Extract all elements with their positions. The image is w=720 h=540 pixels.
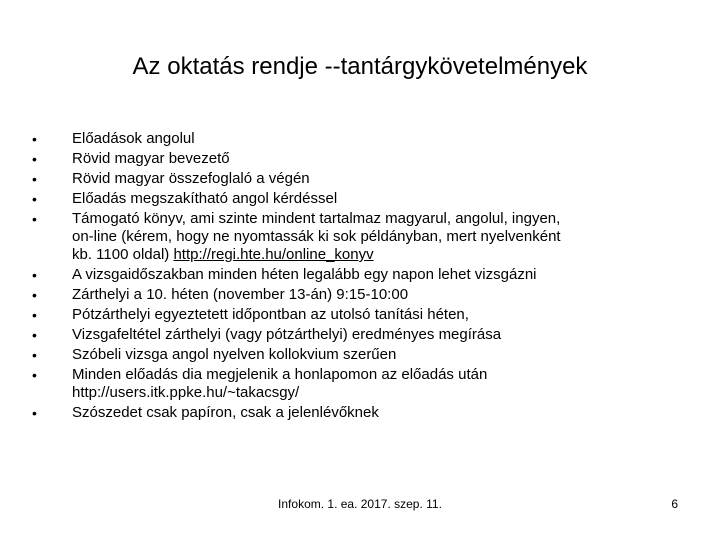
list-item-text: Szóbeli vizsga angol nyelven kollokvium szerűen xyxy=(72,346,397,363)
bullet-icon: • xyxy=(32,347,37,363)
list-item-text: Támogató könyv, ami szinte mindent tartalmaz magyarul, angolul, ingyen, xyxy=(72,210,561,227)
list-item xyxy=(30,404,700,422)
bullet-icon: • xyxy=(32,151,37,167)
online-book-link[interactable]: http://regi.hte.hu/online_konyv xyxy=(173,246,374,263)
list-item-text: Minden előadás dia megjelenik a honlapomon az előadás után xyxy=(72,366,488,383)
bullet-icon: • xyxy=(32,327,37,343)
bullet-list xyxy=(30,130,700,424)
list-item xyxy=(30,150,700,168)
bullet-icon: • xyxy=(32,171,37,187)
list-item xyxy=(30,130,700,148)
footer-text: Infokom. 1. ea. 2017. szep. 11. xyxy=(278,497,442,511)
list-item-text: Zárthelyi a 10. héten (november 13-án) 9:15-10:00 xyxy=(72,286,409,303)
list-item xyxy=(30,326,700,344)
list-item-text xyxy=(72,246,700,264)
homepage-url: http://users.itk.ppke.hu/~takacsgy/ xyxy=(72,384,300,401)
list-item-text: Előadás megszakítható angol kérdéssel xyxy=(72,190,338,207)
list-item-text: Rövid magyar bevezető xyxy=(72,150,230,167)
list-item-text: Rövid magyar összefoglaló a végén xyxy=(72,170,310,187)
bullet-icon: • xyxy=(32,405,37,421)
bullet-icon: • xyxy=(32,211,37,227)
bullet-icon: • xyxy=(32,367,37,383)
list-item xyxy=(30,346,700,364)
page-number: 6 xyxy=(671,497,678,511)
list-item xyxy=(30,306,700,324)
slide-title: Az oktatás rendje --tantárgykövetelmények xyxy=(132,53,588,80)
list-item-text: A vizsgaidőszakban minden héten legalább egy napon lehet vizsgázni xyxy=(72,266,537,283)
list-item xyxy=(30,170,700,188)
list-item xyxy=(30,190,700,208)
bullet-icon: • xyxy=(32,267,37,283)
list-item xyxy=(30,266,700,284)
list-item-text: Szószedet csak papíron, csak a jelenlévőknek xyxy=(72,404,379,421)
bullet-icon: • xyxy=(32,307,37,323)
list-item-book xyxy=(30,210,700,264)
bullet-icon: • xyxy=(32,191,37,207)
list-item-text: on-line (kérem, hogy ne nyomtassák ki sok példányban, mert nyelvenként xyxy=(72,228,561,245)
list-item-text-prefix: kb. 1100 oldal) xyxy=(72,246,174,263)
list-item-text: Pótzárthelyi egyeztetett időpontban az utolsó tanítási héten, xyxy=(72,306,469,323)
list-item xyxy=(30,286,700,304)
bullet-icon: • xyxy=(32,287,37,303)
list-item-text: Vizsgafeltétel zárthelyi (vagy pótzárthelyi) eredményes megírása xyxy=(72,326,502,343)
list-item-text: Előadások angolul xyxy=(72,130,195,147)
bullet-icon: • xyxy=(32,131,37,147)
list-item-homepage xyxy=(30,366,700,402)
